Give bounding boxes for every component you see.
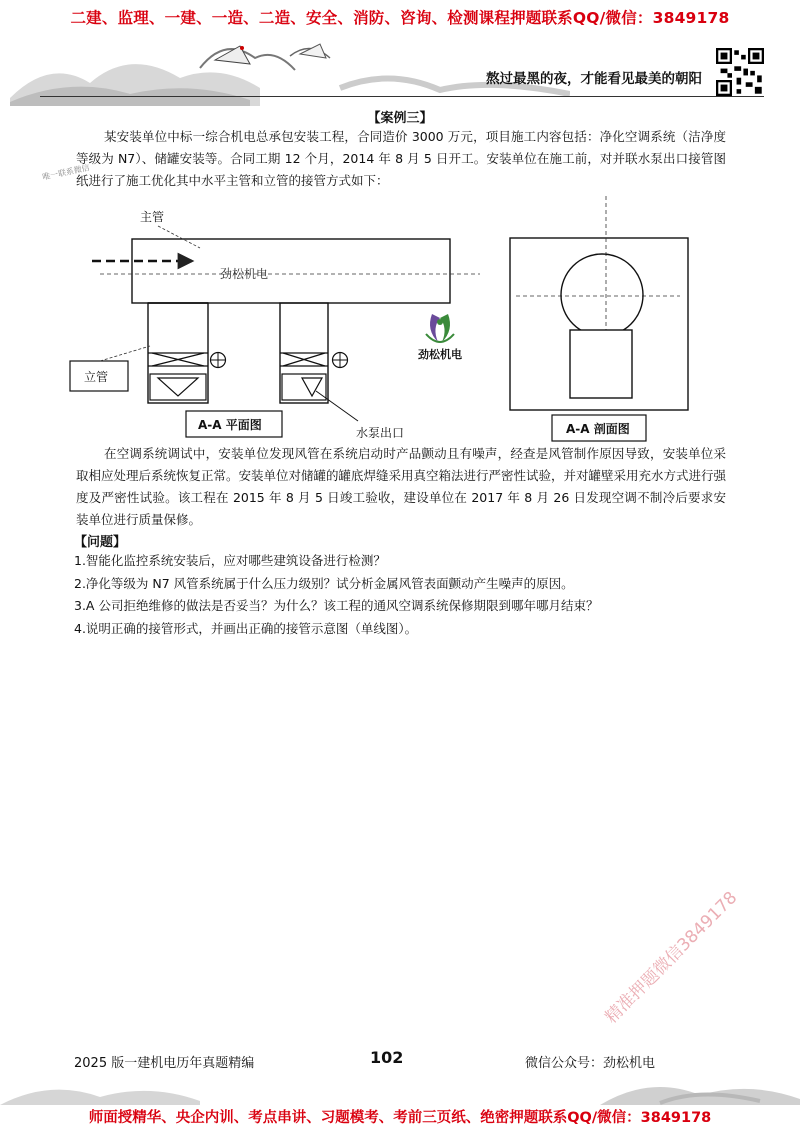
footer-book-title: 2025 版一建机电历年真题精编 <box>74 1056 255 1071</box>
check-valve-1 <box>158 378 198 396</box>
pipe-text: 劲松机电 <box>220 267 269 281</box>
page-number: 102 <box>370 1048 404 1067</box>
side-mark: 唯一联系微信 <box>41 163 91 182</box>
valve-2 <box>283 353 325 366</box>
riser-label: 立管 <box>84 370 109 384</box>
bottom-contact-banner: 师面授精华、央企内训、考点串讲、习题模考、考前三页纸、绝密押题联系QQ/微信：3849178 <box>88 1110 712 1126</box>
case-intro: 某安装单位中标一综合机电总承包安装工程，合同造价 3000 万元，项目施工内容包括：净化空调系统（洁净度等级为 N7）、储罐安装等。合同工期 12 个月，2014 年 8 月 5 日开工。安装单位在施工前，对并联水泵出口接管图纸进行了施工优化其中水平主管和立管的接管方式如下： <box>76 129 726 188</box>
main-pipe <box>132 239 450 303</box>
footer-wechat: 微信公众号：劲松机电 <box>525 1056 656 1071</box>
header-divider <box>40 96 764 97</box>
question-item: 1.智能化监控系统安装后，应对哪些建筑设备进行检测？ <box>74 553 386 568</box>
logo-text: 劲松机电 <box>418 348 462 361</box>
valve-1 <box>152 353 204 366</box>
jinsong-logo-icon <box>426 314 454 342</box>
watermark: 精准押题微信3849178 <box>601 887 742 1028</box>
pipe-connection-diagram <box>40 196 760 448</box>
question-item: 4.说明正确的接管形式，并画出正确的接管示意图（单线图）。 <box>74 620 418 636</box>
questions-title: 【问题】 <box>74 535 127 550</box>
top-contact-banner: 二建、监理、一建、一造、二造、安全、消防、咨询、检测课程押题联系QQ/微信：3849178 <box>70 9 730 27</box>
footer-mountain-icon <box>0 1065 800 1105</box>
outlet-label: 水泵出口 <box>356 426 405 440</box>
main-pipe-leader <box>158 226 200 248</box>
question-item: 3.A 公司拒绝维修的做法是否妥当？为什么？该工程的通风空调系统保修期限到哪年哪月结束？ <box>74 598 599 613</box>
question-list <box>74 550 734 640</box>
section-caption: A-A 剖面图 <box>566 422 630 436</box>
qr-code-icon[interactable] <box>716 48 764 96</box>
plan-caption: A-A 平面图 <box>198 418 262 432</box>
riser-leader <box>100 346 150 361</box>
section-riser <box>570 330 632 398</box>
slogan: 熬过最黑的夜，才能看见最美的朝阳 <box>486 71 702 87</box>
main-pipe-label: 主管 <box>140 210 165 224</box>
section-main-pipe <box>561 254 643 336</box>
case-title: 【案例三】 <box>367 111 433 126</box>
case-body: 在空调系统调试中，安装单位发现风管在系统启动时产品颤动且有噪声，经查是风管制作原因导致，安装单位采取相应处理后系统恢复正常。安装单位对储罐的罐底焊缝采用真空箱法进行严密性试验，并对罐壁采用充水方式进行强度及严密性试验。该工程在 2015 年 8 月 5 日竣工验收，建设单位在 2017 年 8 月 26 日发现空调不制冷后要求安装单位进行质量保修。 <box>76 446 727 527</box>
question-item: 2.净化等级为 N7 风管系统属于什么压力级别？试分析金属风管表面颤动产生噪声的原因。 <box>74 575 574 591</box>
outlet-leader <box>316 391 358 421</box>
